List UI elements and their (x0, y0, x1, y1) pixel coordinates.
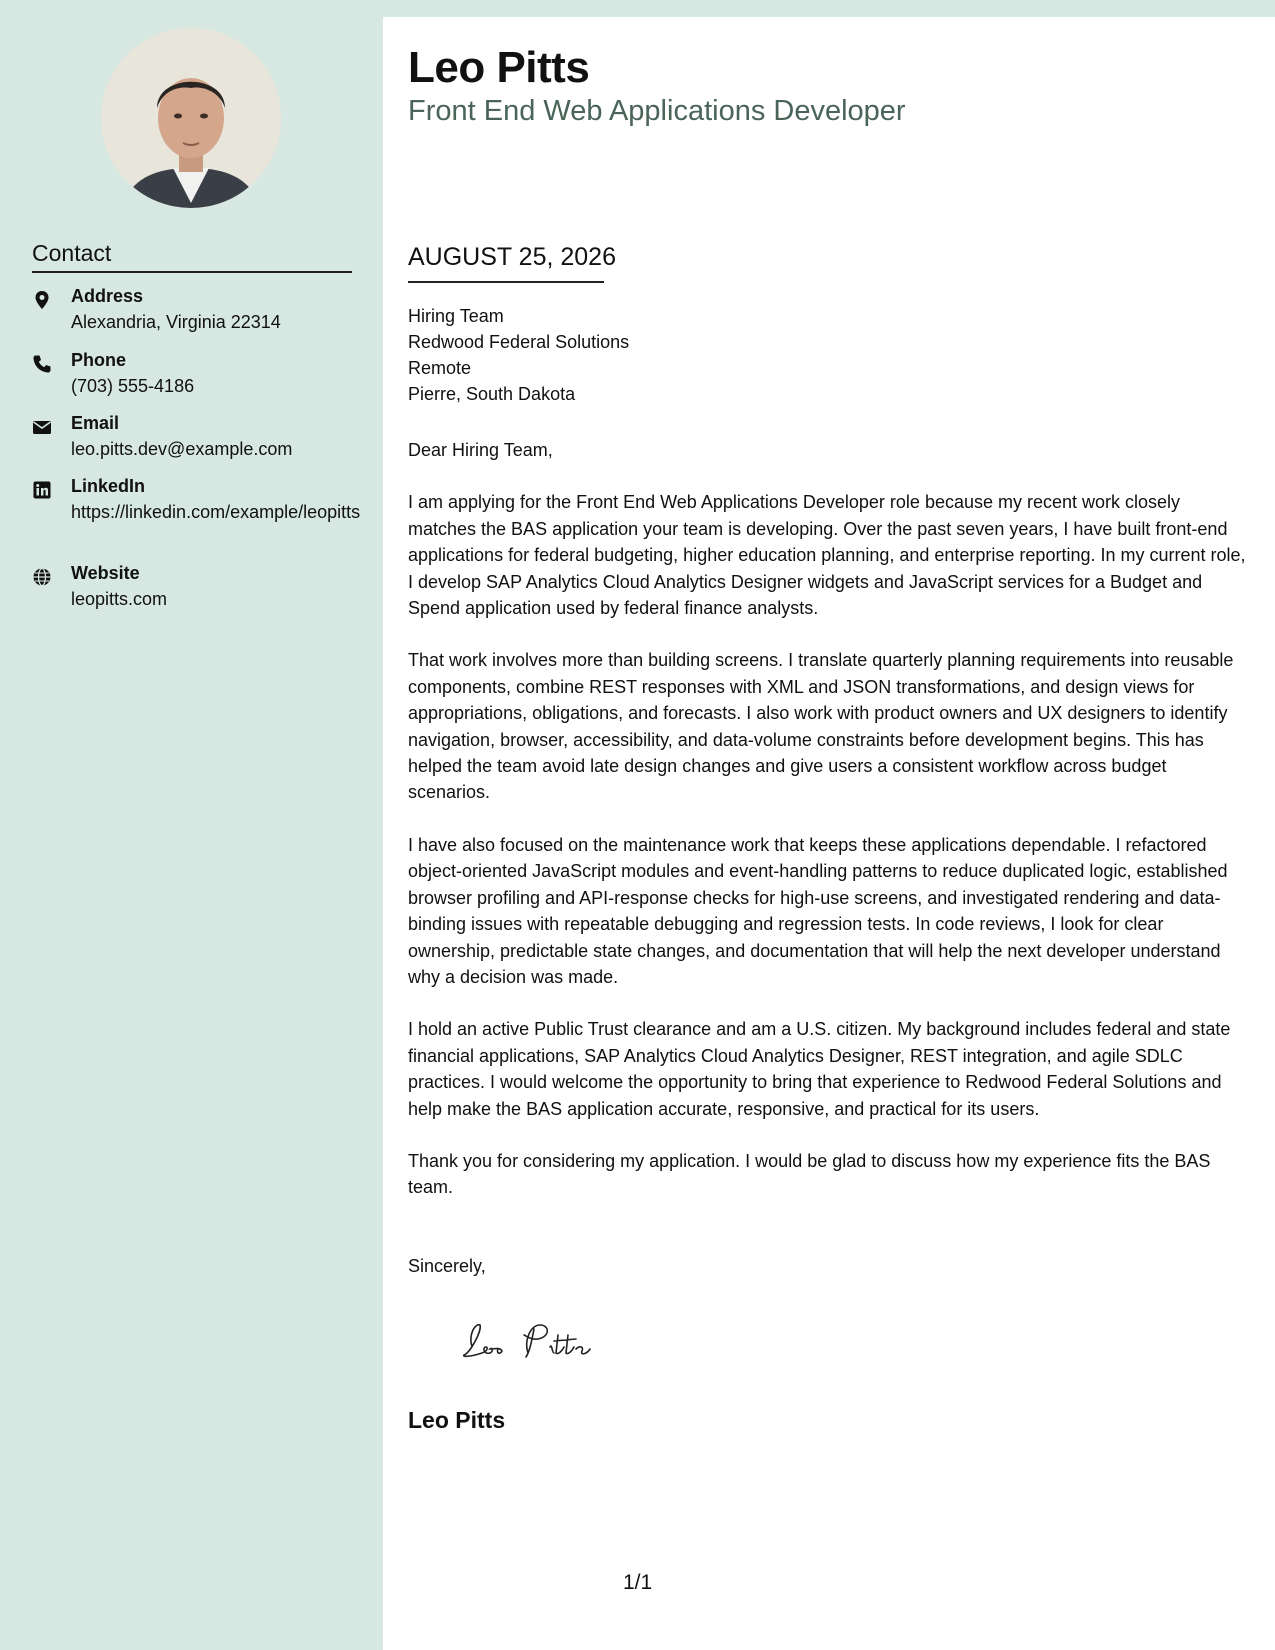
sidebar (0, 0, 383, 1650)
letter-body (408, 437, 1253, 1227)
candidate-role: Front End Web Applications Developer (408, 95, 906, 127)
map-pin-icon (32, 290, 52, 310)
date-underline (408, 281, 604, 283)
profile-portrait-image (101, 28, 281, 208)
envelope-icon (32, 417, 52, 437)
body-paragraph: I have also focused on the maintenance work that keeps these applications dependable. I refactored object-oriented JavaScript modules and event-handling patterns to reduce duplicated logic, established browser profiling and API-response checks for high-use screens, and investigated rendering and data-binding issues with repeatable debugging and regression tests. In code reviews, I look for clear ownership, predictable state changes, and documentation that will help the next developer understand why a decision was made. (408, 834, 1228, 987)
contact-value: (703) 555-4186 (71, 376, 195, 396)
recipient-block (408, 303, 629, 407)
recipient-line: Hiring Team (408, 306, 504, 326)
signer-name: Leo Pitts (408, 1407, 506, 1433)
contact-heading: Contact (32, 240, 112, 266)
recipient-line: Redwood Federal Solutions (408, 332, 630, 352)
body-paragraph: That work involves more than building screens. I translate quarterly planning requirements into reusable components, combine REST responses with XML and JSON transformations, and design views for appropriations, obligations, and forecasts. I also work with product owners and UX designers to identify navigation, browser, accessibility, and data-volume constraints before development begins. This has helped the team avoid late design changes and give users a consistent workflow across budget scenarios. (408, 650, 1234, 803)
contact-value: Alexandria, Virginia 22314 (71, 312, 281, 332)
contact-value: leo.pitts.dev@example.com (71, 439, 293, 459)
contact-label: Phone (71, 350, 127, 370)
contact-value: https://linkedin.com/example/leopitts (71, 502, 361, 522)
candidate-name: Leo Pitts (408, 43, 590, 92)
contact-label: LinkedIn (71, 476, 146, 496)
phone-icon (32, 354, 52, 374)
body-paragraph: I am applying for the Front End Web Applications Developer role because my recent work closely matches the BAS application your team is developing. Over the past seven years, I have built front-end applications for federal budgeting, higher education planning, and enterprise reporting. In my current role, I develop SAP Analytics Cloud Analytics Designer widgets and JavaScript services for a Budget and Spend application used by federal finance analysts. (408, 492, 1246, 619)
profile-photo (101, 28, 281, 208)
globe-icon (32, 567, 52, 587)
recipient-line: Pierre, South Dakota (408, 384, 576, 404)
contact-divider (32, 271, 352, 273)
body-paragraph: Thank you for considering my application. I would be glad to discuss how my experience fits the BAS team. (408, 1150, 1211, 1198)
recipient-line: Remote (408, 358, 472, 378)
linkedin-icon (32, 480, 52, 500)
letter-main (383, 17, 1275, 1650)
body-paragraph: I hold an active Public Trust clearance and am a U.S. citizen. My background includes federal and state financial applications, SAP Analytics Cloud Analytics Designer, REST integration, and agile SDLC practices. I would welcome the opportunity to bring that experience to Redwood Federal Solutions and help make the BAS application accurate, responsive, and practical for its users. (408, 1019, 1231, 1119)
top-band (383, 0, 1275, 17)
contact-label: Website (71, 563, 140, 583)
salutation: Dear Hiring Team, (408, 440, 553, 460)
contact-label: Address (71, 286, 144, 306)
contact-value: leopitts.com (71, 589, 168, 609)
contact-label: Email (71, 413, 120, 433)
page-number: 1/1 (623, 1571, 653, 1594)
letter-date: AUGUST 25, 2026 (408, 243, 616, 271)
handwritten-signature (458, 1313, 628, 1367)
sign-off: Sincerely, (408, 1256, 486, 1276)
